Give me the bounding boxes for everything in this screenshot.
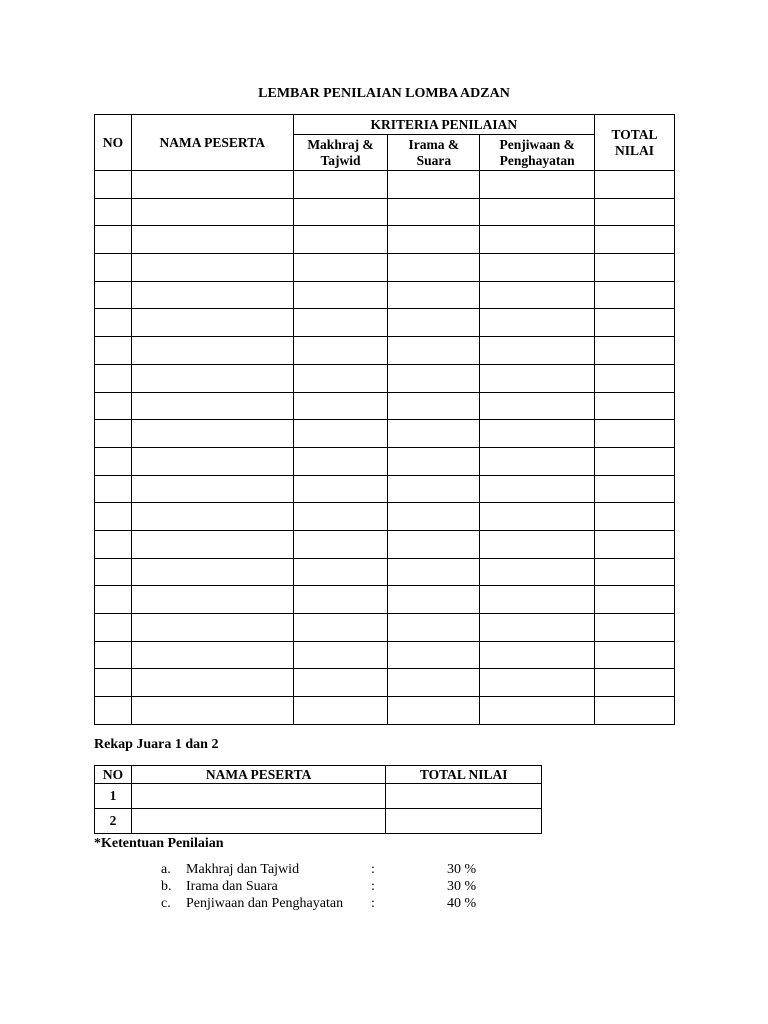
penjiwaan-score-cell[interactable] — [480, 420, 595, 448]
irama-score-cell[interactable] — [388, 530, 480, 558]
makhraj-score-cell[interactable] — [293, 392, 388, 420]
recap-table — [94, 765, 542, 834]
no-cell[interactable] — [95, 503, 132, 531]
table-row — [95, 669, 675, 697]
name-cell[interactable] — [131, 558, 293, 586]
table-row — [95, 392, 675, 420]
rule-name: Irama dan Suara — [186, 879, 278, 894]
penjiwaan-score-cell[interactable] — [480, 226, 595, 254]
table-row — [95, 171, 675, 199]
recap-name-cell[interactable] — [131, 809, 385, 834]
makhraj-score-cell[interactable] — [293, 475, 388, 503]
no-cell[interactable] — [95, 281, 132, 309]
criteria-line1: Penjiwaan & — [499, 136, 575, 152]
recap-no-cell: 1 — [95, 784, 132, 809]
no-cell[interactable] — [95, 447, 132, 475]
makhraj-score-cell[interactable] — [293, 198, 388, 226]
total-score-cell[interactable] — [595, 171, 675, 199]
table-row — [95, 558, 675, 586]
penjiwaan-score-cell[interactable] — [480, 281, 595, 309]
irama-score-cell[interactable] — [388, 475, 480, 503]
header-kriteria-penilaian: KRITERIA PENILAIAN — [293, 115, 595, 135]
penjiwaan-score-cell[interactable] — [480, 447, 595, 475]
makhraj-score-cell[interactable] — [293, 364, 388, 392]
makhraj-score-cell[interactable] — [293, 669, 388, 697]
table-row — [95, 309, 675, 337]
name-cell[interactable] — [131, 281, 293, 309]
makhraj-score-cell[interactable] — [293, 614, 388, 642]
recap-row — [95, 784, 542, 809]
no-cell[interactable] — [95, 171, 132, 199]
total-score-cell[interactable] — [595, 420, 675, 448]
penjiwaan-score-cell[interactable] — [480, 337, 595, 365]
table-row — [95, 226, 675, 254]
irama-score-cell[interactable] — [388, 614, 480, 642]
irama-score-cell[interactable] — [388, 364, 480, 392]
criteria-line2: Tajwid — [320, 152, 361, 168]
total-score-cell[interactable] — [595, 392, 675, 420]
no-cell[interactable] — [95, 641, 132, 669]
penjiwaan-score-cell[interactable] — [480, 254, 595, 282]
makhraj-score-cell[interactable] — [293, 697, 388, 725]
table-row — [95, 530, 675, 558]
penjiwaan-score-cell[interactable] — [480, 530, 595, 558]
recap-heading: Rekap Juara 1 dan 2 — [94, 737, 219, 752]
penjiwaan-score-cell[interactable] — [480, 198, 595, 226]
recap-row — [95, 809, 542, 834]
no-cell[interactable] — [95, 614, 132, 642]
rules-heading: *Ketentuan Penilaian — [94, 836, 224, 851]
recap-header-nama-peserta: NAMA PESERTA — [131, 766, 385, 784]
penjiwaan-score-cell[interactable] — [480, 558, 595, 586]
no-cell[interactable] — [95, 558, 132, 586]
table-row — [95, 503, 675, 531]
name-cell[interactable] — [131, 254, 293, 282]
header-no: NO — [95, 115, 132, 171]
penjiwaan-score-cell[interactable] — [480, 697, 595, 725]
makhraj-score-cell[interactable] — [293, 586, 388, 614]
name-cell[interactable] — [131, 198, 293, 226]
irama-score-cell[interactable] — [388, 586, 480, 614]
irama-score-cell[interactable] — [388, 392, 480, 420]
rule-name: Makhraj dan Tajwid — [186, 862, 300, 877]
table-row — [95, 281, 675, 309]
irama-score-cell[interactable] — [388, 669, 480, 697]
total-score-cell[interactable] — [595, 475, 675, 503]
name-cell[interactable] — [131, 586, 293, 614]
table-row — [95, 198, 675, 226]
table-row — [95, 254, 675, 282]
rule-letter: c. — [161, 896, 171, 911]
no-cell[interactable] — [95, 198, 132, 226]
no-cell[interactable] — [95, 392, 132, 420]
total-score-cell[interactable] — [595, 697, 675, 725]
table-row — [95, 447, 675, 475]
total-score-cell[interactable] — [595, 641, 675, 669]
irama-score-cell[interactable] — [388, 226, 480, 254]
no-cell[interactable] — [95, 669, 132, 697]
header-criteria-penjiwaan — [480, 135, 595, 171]
penjiwaan-score-cell[interactable] — [480, 475, 595, 503]
scoring-table — [94, 114, 675, 725]
table-row — [95, 641, 675, 669]
rule-colon: : — [371, 879, 375, 894]
makhraj-score-cell[interactable] — [293, 281, 388, 309]
name-cell[interactable] — [131, 447, 293, 475]
scoring-table-body — [95, 171, 675, 725]
makhraj-score-cell[interactable] — [293, 420, 388, 448]
penjiwaan-score-cell[interactable] — [480, 171, 595, 199]
name-cell[interactable] — [131, 614, 293, 642]
makhraj-score-cell[interactable] — [293, 447, 388, 475]
irama-score-cell[interactable] — [388, 420, 480, 448]
penjiwaan-score-cell[interactable] — [480, 614, 595, 642]
recap-total-cell[interactable] — [386, 784, 542, 809]
irama-score-cell[interactable] — [388, 641, 480, 669]
irama-score-cell[interactable] — [388, 337, 480, 365]
no-cell[interactable] — [95, 309, 132, 337]
total-score-cell[interactable] — [595, 614, 675, 642]
penjiwaan-score-cell[interactable] — [480, 309, 595, 337]
name-cell[interactable] — [131, 171, 293, 199]
table-row — [95, 586, 675, 614]
rule-percent: 30 % — [447, 879, 477, 894]
no-cell[interactable] — [95, 420, 132, 448]
page-title: LEMBAR PENILAIAN LOMBA ADZAN — [258, 86, 510, 101]
irama-score-cell[interactable] — [388, 309, 480, 337]
name-cell[interactable] — [131, 226, 293, 254]
total-score-cell[interactable] — [595, 254, 675, 282]
name-cell[interactable] — [131, 669, 293, 697]
irama-score-cell[interactable] — [388, 558, 480, 586]
rule-colon: : — [371, 862, 375, 877]
header-nama-peserta: NAMA PESERTA — [131, 115, 293, 171]
no-cell[interactable] — [95, 475, 132, 503]
criteria-line2: Suara — [416, 152, 452, 168]
penjiwaan-score-cell[interactable] — [480, 669, 595, 697]
penjiwaan-score-cell[interactable] — [480, 641, 595, 669]
penjiwaan-score-cell[interactable] — [480, 586, 595, 614]
name-cell[interactable] — [131, 641, 293, 669]
total-score-cell[interactable] — [595, 503, 675, 531]
total-score-cell[interactable] — [595, 337, 675, 365]
criteria-line2: Penghayatan — [499, 152, 575, 168]
no-cell[interactable] — [95, 337, 132, 365]
makhraj-score-cell[interactable] — [293, 503, 388, 531]
no-cell[interactable] — [95, 364, 132, 392]
total-score-cell[interactable] — [595, 530, 675, 558]
makhraj-score-cell[interactable] — [293, 171, 388, 199]
header-total-line2: NILAI — [615, 142, 655, 158]
rule-percent: 40 % — [447, 896, 477, 911]
name-cell[interactable] — [131, 309, 293, 337]
table-row — [95, 697, 675, 725]
irama-score-cell[interactable] — [388, 171, 480, 199]
no-cell[interactable] — [95, 586, 132, 614]
table-row — [95, 420, 675, 448]
recap-total-cell[interactable] — [386, 809, 542, 834]
total-score-cell[interactable] — [595, 226, 675, 254]
name-cell[interactable] — [131, 420, 293, 448]
header-total-nilai — [595, 115, 675, 171]
header-total-line1: TOTAL — [611, 126, 658, 142]
irama-score-cell[interactable] — [388, 447, 480, 475]
name-cell[interactable] — [131, 337, 293, 365]
header-criteria-makhraj — [293, 135, 388, 171]
makhraj-score-cell[interactable] — [293, 226, 388, 254]
no-cell[interactable] — [95, 530, 132, 558]
table-row — [95, 337, 675, 365]
makhraj-score-cell[interactable] — [293, 309, 388, 337]
rule-letter: b. — [161, 879, 172, 894]
irama-score-cell[interactable] — [388, 198, 480, 226]
total-score-cell[interactable] — [595, 364, 675, 392]
table-row — [95, 614, 675, 642]
name-cell[interactable] — [131, 392, 293, 420]
rule-letter: a. — [161, 862, 171, 877]
irama-score-cell[interactable] — [388, 697, 480, 725]
irama-score-cell[interactable] — [388, 254, 480, 282]
recap-name-cell[interactable] — [131, 784, 385, 809]
name-cell[interactable] — [131, 503, 293, 531]
rule-name: Penjiwaan dan Penghayatan — [186, 896, 344, 911]
total-score-cell[interactable] — [595, 669, 675, 697]
criteria-line1: Irama & — [408, 136, 460, 152]
total-score-cell[interactable] — [595, 558, 675, 586]
makhraj-score-cell[interactable] — [293, 530, 388, 558]
table-row — [95, 364, 675, 392]
total-score-cell[interactable] — [595, 309, 675, 337]
no-cell[interactable] — [95, 254, 132, 282]
makhraj-score-cell[interactable] — [293, 558, 388, 586]
header-criteria-irama — [388, 135, 480, 171]
penjiwaan-score-cell[interactable] — [480, 364, 595, 392]
total-score-cell[interactable] — [595, 447, 675, 475]
rule-colon: : — [371, 896, 375, 911]
total-score-cell[interactable] — [595, 198, 675, 226]
irama-score-cell[interactable] — [388, 281, 480, 309]
makhraj-score-cell[interactable] — [293, 641, 388, 669]
criteria-line1: Makhraj & — [307, 136, 374, 152]
rule-percent: 30 % — [447, 862, 477, 877]
recap-no-cell: 2 — [95, 809, 132, 834]
name-cell[interactable] — [131, 364, 293, 392]
makhraj-score-cell[interactable] — [293, 337, 388, 365]
no-cell[interactable] — [95, 226, 132, 254]
no-cell[interactable] — [95, 697, 132, 725]
recap-header-no: NO — [95, 766, 132, 784]
name-cell[interactable] — [131, 530, 293, 558]
penjiwaan-score-cell[interactable] — [480, 392, 595, 420]
makhraj-score-cell[interactable] — [293, 254, 388, 282]
total-score-cell[interactable] — [595, 586, 675, 614]
total-score-cell[interactable] — [595, 281, 675, 309]
recap-header-total-nilai: TOTAL NILAI — [386, 766, 542, 784]
name-cell[interactable] — [131, 697, 293, 725]
name-cell[interactable] — [131, 475, 293, 503]
table-row — [95, 475, 675, 503]
penjiwaan-score-cell[interactable] — [480, 503, 595, 531]
irama-score-cell[interactable] — [388, 503, 480, 531]
